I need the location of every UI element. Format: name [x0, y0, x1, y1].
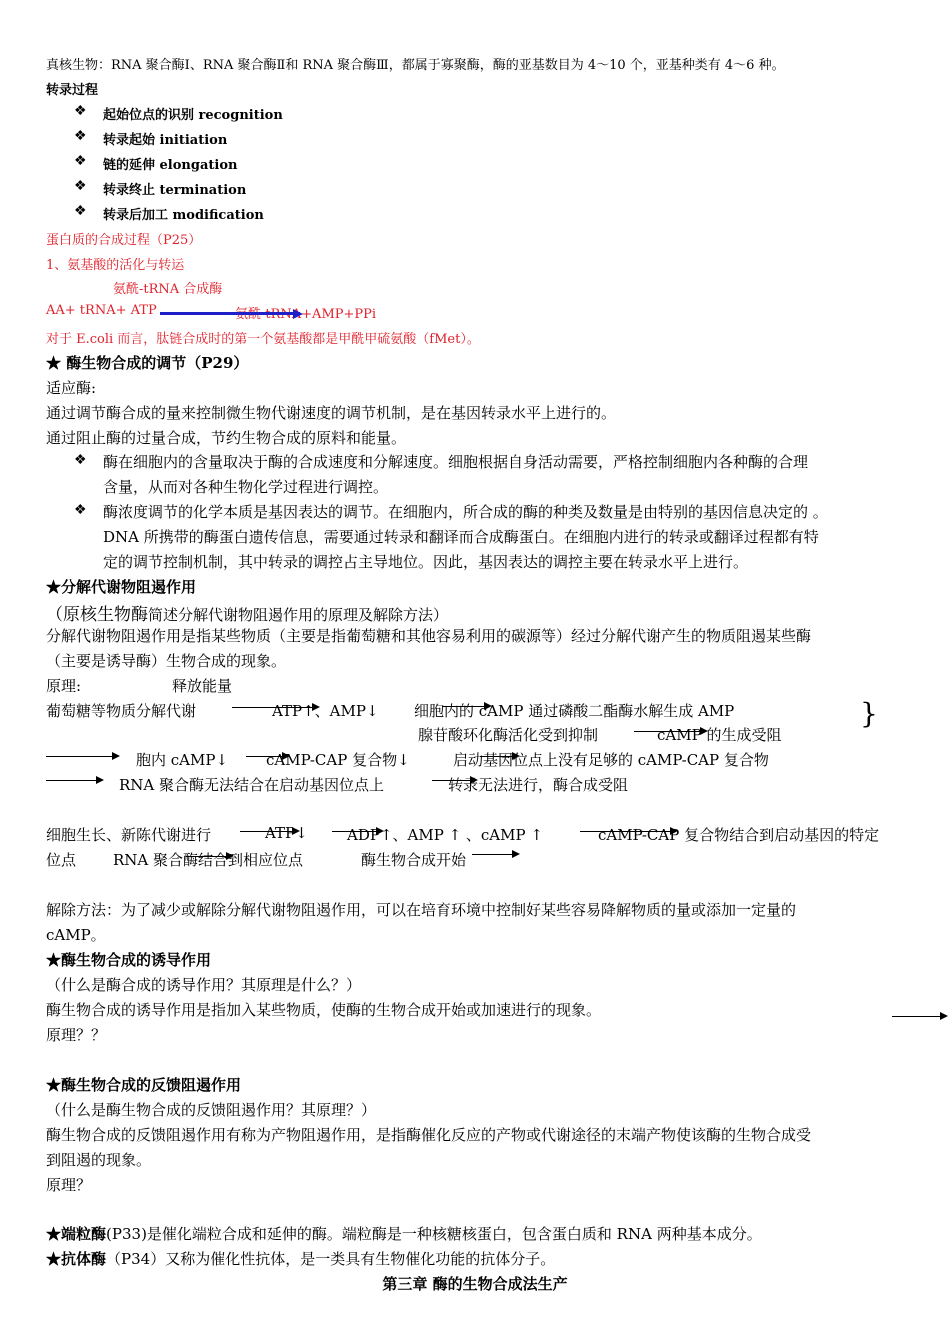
induction-principle: 原理？？ — [46, 1026, 107, 1044]
regulation-line: 通过阻止酶的过量合成，节约生物合成的原料和能量。 — [46, 429, 407, 447]
flow-step: 细胞生长、新陈代谢进行 — [46, 826, 212, 844]
list-item: 转录起始 initiation — [103, 133, 228, 148]
reaction-reactants: AA+ tRNA+ ATP — [46, 303, 157, 318]
flow-step: RNA 聚合酶无法结合在启动基因位点上 — [119, 776, 385, 794]
feedback-principle: 原理？ — [46, 1176, 92, 1194]
diamond-bullet-icon: ❖ — [74, 178, 87, 194]
reaction-products: 氨酰-tRNA+AMP+PPi — [235, 307, 377, 322]
arrow-icon — [442, 706, 490, 707]
list-item: 转录终止 termination — [103, 183, 247, 198]
feedback-definition: 酶生物合成的反馈阻遏作用有称为产物阻遏作用，是指酶催化反应的产物或代谢途径的末端产物使该酶的生物合成受 — [46, 1126, 812, 1144]
flow-step: ADP↑、AMP ↑ 、cAMP ↑ — [347, 826, 543, 844]
diamond-bullet-icon: ❖ — [74, 452, 87, 468]
flow-step: ATP↓ — [265, 824, 308, 842]
feedback-question: （什么是酶生物合成的反馈阻遏作用？其原理？） — [46, 1101, 377, 1119]
bullet-text: DNA 所携带的酶蛋白遗传信息，需要通过转录和翻译而合成酶蛋白。在细胞内进行的转录或翻译过程都有特 — [103, 528, 819, 546]
enzyme-label: 氨酰-tRNA 合成酶 — [113, 282, 223, 297]
intro-text: 真核生物：RNA 聚合酶Ⅰ、RNA 聚合酶Ⅱ和 RNA 聚合酶Ⅲ，都属于寡聚酶，酶的亚基数目为 4～10 个，亚基种类有 4～6 种。 — [46, 58, 785, 73]
flow-step: 转录无法进行，酶合成受阻 — [448, 776, 629, 794]
reaction-arrow-icon — [160, 312, 300, 315]
diamond-bullet-icon: ❖ — [74, 103, 87, 119]
feedback-title: ★酶生物合成的反馈阻遏作用 — [46, 1076, 242, 1094]
bullet-text: 含量，从而对各种生物化学过程进行调控。 — [103, 478, 389, 496]
list-item: 转录后加工 modification — [103, 208, 264, 223]
diamond-bullet-icon: ❖ — [74, 502, 87, 518]
protein-synthesis-title: 蛋白质的合成过程（P25） — [46, 233, 202, 248]
flow-step: 启动基因位点上没有足够的 cAMP-CAP 复合物 — [453, 751, 769, 769]
regulation-line: 通过调节酶合成的量来控制微生物代谢速度的调节机制，是在基因转录水平上进行的。 — [46, 404, 617, 422]
regulation-title: ★ 酶生物合成的调节（P29） — [46, 354, 249, 372]
flow-step: ATP↑、AMP↓ — [272, 702, 379, 720]
induction-definition: 酶生物合成的诱导作用是指加入某些物质，使酶的生物合成开始或加速进行的现象。 — [46, 1001, 602, 1019]
principle-label: 原理: — [46, 677, 82, 695]
flow-step: 酶生物合成开始 — [361, 851, 467, 869]
solution-text: 解除方法：为了减少或解除分解代谢物阻遏作用，可以在培育环境中控制好某些容易降解物质的量或添加一定量的 — [46, 901, 797, 919]
flow-step: 细胞内的 cAMP 通过磷酸二酯酶水解生成 AMP — [414, 702, 735, 720]
flow-step: RNA 聚合酶结合到相应位点 — [113, 851, 304, 869]
catabolite-definition: （主要是诱导酶）生物合成的现象。 — [46, 652, 287, 670]
catabolite-definition: 分解代谢物阻遏作用是指某些物质（主要是指葡萄糖和其他容易利用的碳源等）经过分解代谢产生的物质阻遏某些酶 — [46, 627, 812, 645]
flow-step: 胞内 cAMP↓ — [136, 751, 229, 769]
arrow-icon — [480, 756, 518, 757]
flow-step: cAMP-CAP 复合物↓ — [266, 751, 410, 769]
flow-step: 腺苷酸环化酶活化受到抑制 — [418, 726, 599, 744]
catabolite-title: ★分解代谢物阻遏作用 — [46, 578, 197, 596]
solution-text: cAMP。 — [46, 926, 106, 944]
amino-acid-activation-step: 1、氨基酸的活化与转运 — [46, 258, 185, 273]
right-brace-icon: } — [860, 697, 878, 730]
release-energy-label: 释放能量 — [172, 677, 233, 695]
flow-step: cAMP-CAP 复合物结合到启动基因的特定 — [598, 826, 880, 844]
feedback-definition: 到阻遏的现象。 — [46, 1151, 152, 1169]
diamond-bullet-icon: ❖ — [74, 128, 87, 144]
flow-step: 位点 — [46, 851, 77, 869]
arrow-icon — [186, 856, 232, 857]
bullet-text: 酶浓度调节的化学本质是基因表达的调节。在细胞内，所合成的酶的种类及数量是由特别的基因信息决定的 。 — [103, 503, 828, 521]
adaptive-enzyme-label: 适应酶: — [46, 379, 97, 397]
transcription-heading: 转录过程 — [46, 83, 99, 98]
flow-step: 葡萄糖等物质分解代谢 — [46, 702, 197, 720]
diamond-bullet-icon: ❖ — [74, 203, 87, 219]
fmet-note: 对于 E.coli 而言，肽链合成时的第一个氨基酸都是甲酰甲硫氨酸（fMet）。 — [46, 332, 480, 347]
catabolite-question: （原核生物酶简述分解代谢物阻遏作用的原理及解除方法） — [46, 605, 449, 625]
arrow-icon — [46, 780, 102, 781]
bullet-text: 定的调节控制机制，其中转录的调控占主导地位。因此，基因表达的调控主要在转录水平上进行。 — [103, 553, 749, 571]
bullet-text: 酶在细胞内的含量取决于酶的合成速度和分解速度。细胞根据自身活动需要，严格控制细胞内各种酶的合理 — [103, 453, 809, 471]
induction-question: （什么是酶合成的诱导作用？其原理是什么？） — [46, 976, 362, 994]
arrow-icon — [892, 1016, 946, 1017]
list-item: 起始位点的识别 recognition — [103, 108, 283, 123]
chapter-title: 第三章 酶的生物合成法生产 — [382, 1275, 568, 1293]
telomerase-line: ★端粒酶(P33)是催化端粒合成和延伸的酶。端粒酶是一种核糖核蛋白，包含蛋白质和 RNA 两种基本成分。 — [46, 1225, 762, 1243]
arrow-icon — [46, 756, 118, 757]
induction-title: ★酶生物合成的诱导作用 — [46, 951, 212, 969]
arrow-icon — [472, 854, 518, 855]
flow-step: cAMP 的生成受阻 — [657, 726, 782, 744]
list-item: 链的延伸 elongation — [103, 158, 238, 173]
antibody-enzyme-line: ★抗体酶（P34）又称为催化性抗体，是一类具有生物催化功能的抗体分子。 — [46, 1250, 556, 1268]
diamond-bullet-icon: ❖ — [74, 153, 87, 169]
